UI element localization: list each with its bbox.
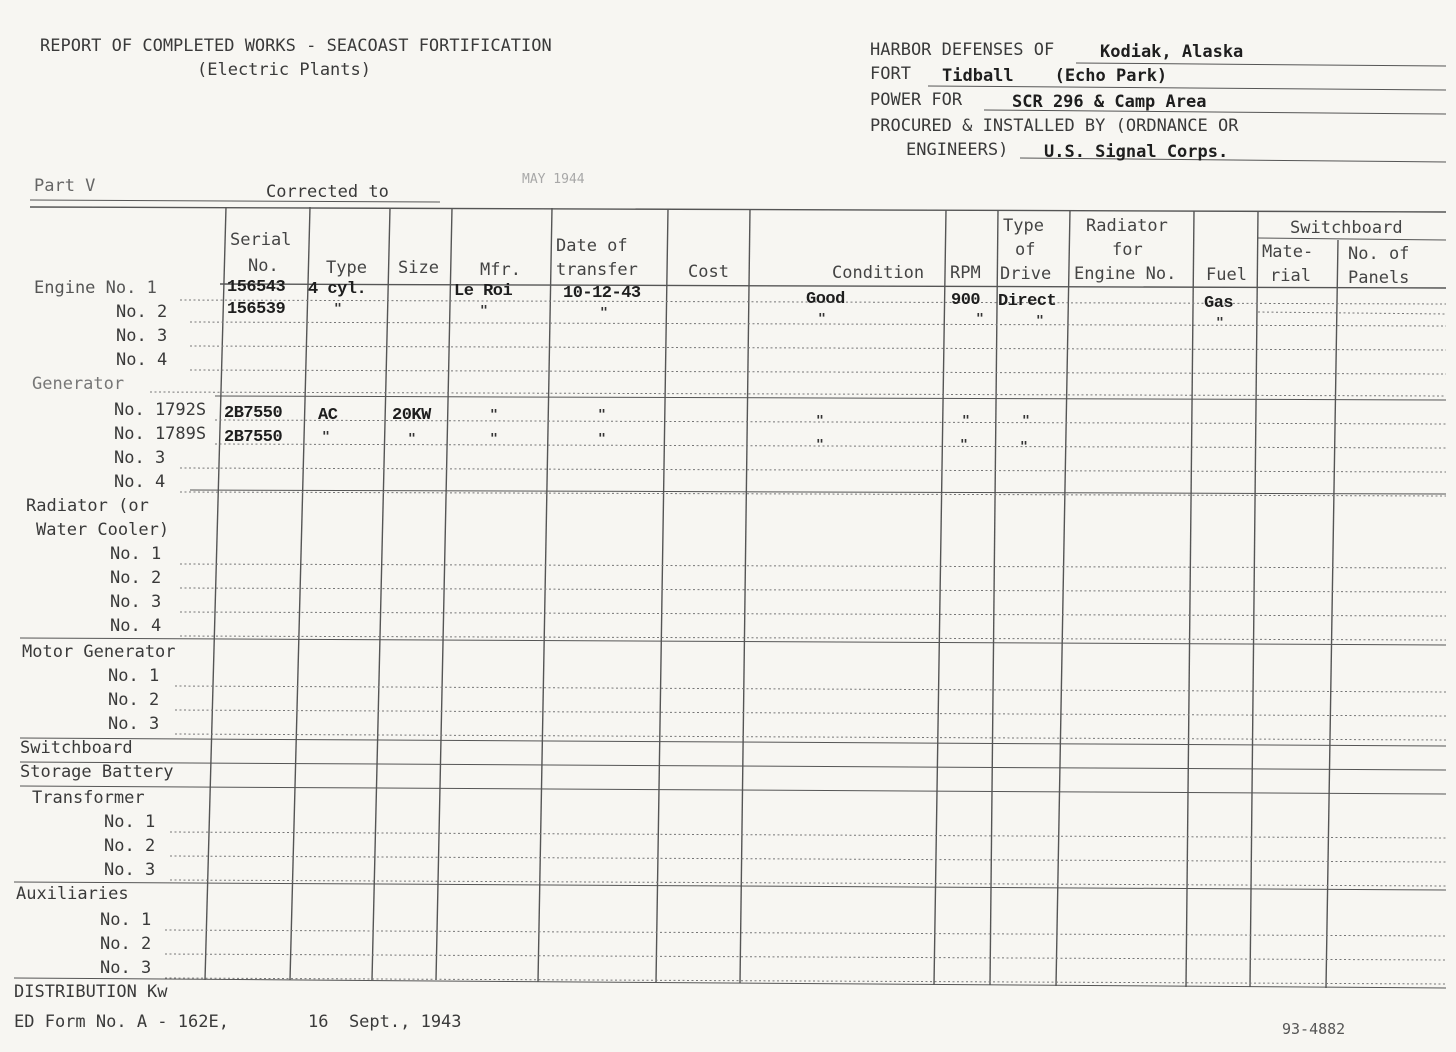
section-rule-motor (20, 638, 1446, 645)
dotted-line (170, 856, 1446, 862)
fort-value: Tidball (Echo Park) (942, 66, 1168, 86)
col-rule-rpm (934, 210, 946, 985)
document-number: 93-4882 (1282, 1020, 1346, 1038)
col-date-2: transfer (556, 260, 638, 280)
col-serial-2: No. (248, 256, 279, 276)
col-material-2: rial (1270, 266, 1311, 286)
col-rpm: RPM (950, 263, 981, 283)
ditto-mark: " (598, 432, 606, 447)
ditto-mark: " (598, 408, 606, 423)
col-rule-cost (656, 209, 668, 982)
col-type: Type (326, 258, 367, 278)
ditto-mark: " (600, 306, 608, 321)
ditto-mark: " (1022, 414, 1030, 429)
col-drive-2: of (1015, 240, 1036, 260)
col-rule-size (372, 208, 390, 980)
row-radiator-2: Water Cooler) (36, 520, 170, 540)
row-aux-no3: No. 3 (100, 958, 152, 978)
power-value: SCR 296 & Camp Area (1012, 92, 1207, 112)
col-rule-mfr (436, 208, 452, 980)
ditto-mark: " (816, 438, 824, 453)
part-label: Part V (34, 176, 96, 196)
col-date-1: Date of (556, 236, 628, 256)
section-rule-aux (14, 882, 1446, 890)
header-bottom-rule (220, 284, 1446, 288)
row-auxiliaries: Auxiliaries (16, 884, 129, 904)
section-rule-storage (20, 762, 1446, 770)
row-switchboard: Switchboard (20, 738, 133, 758)
row-generator-2: No. 1789S (114, 424, 207, 444)
report-subtitle: (Electric Plants) (197, 60, 371, 80)
ditto-mark: " (1036, 314, 1044, 329)
col-radiator-1: Radiator (1086, 216, 1168, 236)
engine1-type: 4 cyl. (308, 280, 367, 299)
engine2-serial: 156539 (227, 300, 286, 319)
row-radiator-no1: No. 1 (110, 544, 162, 564)
power-label: POWER FOR (870, 90, 963, 110)
generator1-type: AC (318, 406, 338, 425)
dotted-line (1258, 312, 1446, 314)
col-drive-1: Type (1003, 216, 1044, 236)
dotted-line (180, 564, 1446, 568)
col-cost: Cost (688, 262, 729, 282)
row-engine-3: No. 3 (116, 326, 168, 346)
dotted-line (175, 710, 1446, 716)
col-serial-1: Serial (230, 230, 292, 250)
dotted-line (180, 492, 1446, 496)
section-rule-radiator (190, 490, 1446, 494)
dotted-line (190, 346, 1446, 350)
ditto-mark: " (408, 432, 416, 447)
ditto-mark: " (976, 312, 984, 327)
ditto-mark: " (322, 430, 330, 445)
form-date: 16 Sept., 1943 (308, 1012, 462, 1032)
row-radiator-no3: No. 3 (110, 592, 162, 612)
section-rule-switchboard (20, 738, 1446, 746)
col-size: Size (398, 258, 439, 278)
col-condition: Condition (832, 263, 925, 283)
row-motor-no1: No. 1 (108, 666, 160, 686)
engine1-serial: 156543 (227, 278, 286, 297)
section-rule-generator (215, 396, 1446, 400)
dotted-line (180, 588, 1446, 592)
fort-label: FORT (870, 64, 911, 84)
col-drive-3: Drive (1000, 264, 1052, 284)
row-motor-generator: Motor Generator (22, 642, 176, 662)
row-transformer-no2: No. 2 (104, 836, 156, 856)
col-panels-2: Panels (1348, 268, 1410, 288)
col-rule-fuel (1186, 211, 1194, 987)
date-stamp: MAY 1944 (522, 172, 585, 187)
row-distribution: DISTRIBUTION Kw (14, 982, 168, 1002)
row-aux-no2: No. 2 (100, 934, 152, 954)
dotted-line (170, 832, 1446, 838)
ditto-mark: " (1216, 316, 1224, 331)
dotted-line (215, 444, 1446, 448)
ditto-mark: " (480, 304, 488, 319)
row-transformer-no3: No. 3 (104, 860, 156, 880)
row-storage-battery: Storage Battery (20, 762, 174, 782)
engine1-date: 10-12-43 (563, 284, 641, 303)
engine1-fuel: Gas (1204, 294, 1234, 313)
col-rule-material (1250, 211, 1258, 987)
form-number: ED Form No. A - 162E, (14, 1012, 229, 1032)
col-rule-date (538, 208, 552, 982)
row-generator: Generator (32, 374, 125, 394)
dotted-line (180, 468, 1446, 472)
dotted-line (175, 734, 1446, 740)
col-radiator-3: Engine No. (1074, 264, 1177, 284)
row-motor-no2: No. 2 (108, 690, 160, 710)
row-motor-no3: No. 3 (108, 714, 160, 734)
engine1-mfr: Le Roi (454, 282, 513, 301)
row-engine-2: No. 2 (116, 302, 168, 322)
row-generator-1: No. 1792S (114, 400, 207, 420)
row-radiator-no2: No. 2 (110, 568, 162, 588)
dotted-line (180, 612, 1446, 616)
harbor-label: HARBOR DEFENSES OF (870, 40, 1055, 60)
col-rule-radiator (1056, 210, 1070, 986)
engine1-rpm: 900 (951, 291, 981, 310)
dotted-line (165, 930, 1446, 936)
generator1-serial: 2B7550 (224, 404, 283, 423)
col-rule-condition (740, 209, 750, 983)
engine1-drive: Direct (998, 292, 1057, 311)
report-title: REPORT OF COMPLETED WORKS - SEACOAST FORTIFICATION (40, 36, 552, 56)
engine1-condition: Good (806, 290, 845, 309)
procured-label: PROCURED & INSTALLED BY (ORDNANCE OR (870, 116, 1239, 136)
col-mfr: Mfr. (480, 260, 521, 280)
row-generator-4: No. 4 (114, 472, 166, 492)
dotted-line (150, 392, 1446, 396)
table-bottom-rule (14, 978, 1446, 988)
col-rule-serial (205, 207, 226, 980)
col-rule-drive (990, 210, 998, 985)
ditto-mark: " (962, 414, 970, 429)
ditto-mark: " (334, 302, 342, 317)
col-rule-type (290, 207, 310, 980)
row-engine-1: Engine No. 1 (34, 278, 157, 298)
corrected-label: Corrected to (266, 182, 389, 202)
row-aux-no1: No. 1 (100, 910, 152, 930)
dotted-line (165, 954, 1446, 960)
col-switchboard: Switchboard (1290, 218, 1403, 238)
ditto-mark: " (490, 408, 498, 423)
ditto-mark: " (960, 438, 968, 453)
col-panels-1: No. of (1348, 244, 1410, 264)
switchboard-sub-rule (1258, 238, 1446, 240)
ditto-mark: " (818, 312, 826, 327)
generator1-size: 20KW (392, 406, 431, 425)
procured-value: U.S. Signal Corps. (1044, 142, 1229, 162)
table-top-rule (30, 207, 1446, 212)
row-engine-4: No. 4 (116, 350, 168, 370)
dotted-line (190, 370, 1446, 374)
dotted-line (170, 880, 1446, 886)
ditto-mark: " (1020, 440, 1028, 455)
section-rule-transformer (20, 786, 1446, 794)
harbor-value: Kodiak, Alaska (1100, 42, 1244, 62)
col-radiator-2: for (1112, 240, 1143, 260)
row-radiator-no4: No. 4 (110, 616, 162, 636)
procured-label-2: ENGINEERS) (906, 140, 1009, 160)
dotted-line (175, 686, 1446, 692)
ditto-mark: " (490, 432, 498, 447)
row-transformer: Transformer (32, 788, 145, 808)
ditto-mark: " (816, 414, 824, 429)
generator2-serial: 2B7550 (224, 428, 283, 447)
row-radiator: Radiator (or (26, 496, 149, 516)
col-rule-panels (1326, 240, 1338, 988)
col-material-1: Mate- (1262, 242, 1314, 262)
col-fuel: Fuel (1206, 265, 1247, 285)
row-transformer-no1: No. 1 (104, 812, 156, 832)
row-generator-3: No. 3 (114, 448, 166, 468)
underline-fort (928, 86, 1446, 90)
